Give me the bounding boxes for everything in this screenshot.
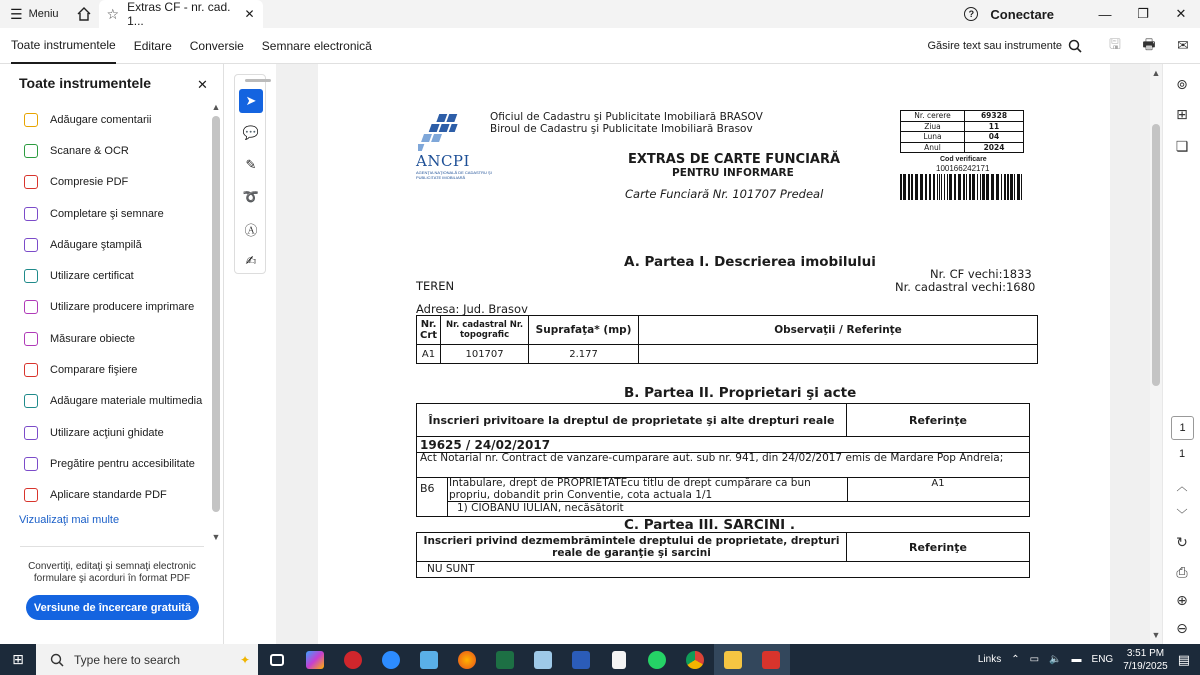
barcode-bar	[915, 174, 918, 200]
barcode-bar	[1007, 174, 1009, 200]
property-table	[416, 315, 1038, 364]
guided-actions-icon	[24, 426, 38, 440]
tool-item-label: Adăugare ştampilă	[50, 238, 142, 251]
barcode-bar	[980, 174, 981, 200]
view-more-link[interactable]: Vizualizaţi mai multe	[19, 514, 120, 526]
tab-all-tools[interactable]: Toate instrumentele	[11, 28, 116, 64]
close-window-icon[interactable]: ✕	[1175, 6, 1187, 21]
tool-item-label: Scanare & OCR	[50, 144, 129, 157]
office-line-1: Oficiul de Cadastru şi Publicitate Imobiliară BRASOV	[490, 111, 763, 123]
tool-item[interactable]	[0, 260, 210, 291]
minimize-icon[interactable]: —	[1098, 6, 1112, 22]
clock-time: 3:51 PM	[1126, 647, 1165, 659]
tools-list	[0, 104, 210, 511]
barcode-bar	[982, 174, 985, 200]
barcode-bar	[1017, 174, 1020, 200]
encumbrances-header-right: Referinţe	[847, 533, 1029, 562]
tool-item-label: Aplicare standarde PDF	[50, 489, 167, 502]
part3-title: C. Partea III. SARCINI .	[624, 517, 795, 533]
zoom-out-icon[interactable]: ⊖	[1176, 620, 1188, 636]
office-line-2: Biroul de Cadastru şi Publicitate Imobiliară Brasov	[490, 123, 753, 135]
barcode-bar	[949, 174, 952, 200]
encumbrances-none: NU SUNT	[427, 563, 475, 575]
cell-cadastral: 101707	[441, 345, 529, 364]
drag-handle[interactable]	[245, 79, 271, 82]
find-label: Găsire text sau instrumente	[927, 39, 1062, 52]
cf-number: Carte Funciară Nr. 101707 Predeal	[625, 187, 824, 201]
scroll-down-icon[interactable]: ▼	[211, 532, 221, 542]
restore-icon[interactable]: ❐	[1137, 6, 1149, 21]
email-icon[interactable]: ✉	[1177, 37, 1189, 53]
request-value: 2024	[965, 142, 1024, 153]
barcode-bar	[986, 174, 989, 200]
request-key: Ziua	[901, 121, 965, 132]
whatsapp-icon[interactable]	[638, 644, 676, 675]
barcode-bar	[1010, 174, 1013, 200]
firefox-icon[interactable]	[448, 644, 486, 675]
tool-item[interactable]	[0, 292, 210, 323]
barcode-bar	[972, 174, 975, 200]
battery-icon[interactable]: ▬	[1071, 654, 1082, 665]
draw-freehand-icon[interactable]: ➰	[242, 189, 260, 204]
ancpi-logo	[418, 112, 466, 152]
accessibility-icon	[24, 457, 38, 471]
chrome-icon[interactable]	[676, 644, 714, 675]
star-icon[interactable]: ☆	[106, 5, 120, 22]
document-tab[interactable]	[99, 0, 263, 28]
panel-title: Toate instrumentele	[19, 75, 151, 91]
pdf-standards-icon	[24, 488, 38, 502]
page-total: 1	[1178, 448, 1186, 460]
tool-item-label: Completare şi semnare	[50, 207, 164, 220]
network-icon[interactable]: ▭	[1029, 654, 1040, 665]
scan-icon	[24, 144, 38, 158]
scroll-thumb[interactable]	[212, 116, 220, 512]
excel-icon[interactable]	[486, 644, 524, 675]
owners-table	[416, 403, 1030, 517]
bookmark-icon[interactable]: ⊞	[1176, 106, 1188, 122]
barcode-bar	[1014, 174, 1015, 200]
request-value: 04	[965, 132, 1024, 143]
barcode-bar	[963, 174, 965, 200]
ancpi-logo-subtext: AGENŢIA NAŢIONALĂ DE CADASTRU ŞI PUBLICITATE IMOBILIARĂ	[416, 170, 492, 180]
search-icon	[1068, 39, 1082, 53]
lang-indicator[interactable]: ENG	[1091, 654, 1114, 665]
barcode-bar	[911, 174, 913, 200]
stamp-icon	[24, 238, 38, 252]
barcode-bar	[925, 174, 927, 200]
old-cadastral-number: Nr. cadastral vechi:1680	[895, 280, 1036, 294]
tool-item[interactable]	[0, 448, 210, 479]
col-observations: Observaţii / Referinţe	[639, 316, 1038, 345]
barcode-bar	[900, 174, 902, 200]
owners-header-left: Înscrieri privitoare la dreptul de proprietate şi alte drepturi reale	[417, 404, 847, 437]
tool-item[interactable]	[0, 480, 210, 511]
save-icon[interactable]: 🖫	[1109, 35, 1121, 52]
entry-text: Intabulare, drept de PROPRIETATEcu titlu de drept cumpărare ca bun propriu, dobandit prin Conventie, cota actuala 1/1	[449, 477, 811, 501]
tool-item-label: Pregătire pentru accesibilitate	[50, 457, 195, 470]
col-nr-crt: Nr. Crt	[417, 316, 441, 345]
notes-app-icon[interactable]	[524, 644, 562, 675]
request-value: 69328	[965, 111, 1024, 122]
document-tab-title: Extras CF - nr. cad. 1...	[127, 0, 231, 28]
verification-label: Cod verificare	[940, 156, 987, 163]
tool-item[interactable]	[0, 104, 210, 135]
print-production-icon	[24, 300, 38, 314]
ai-assistant-icon[interactable]: ⊚	[1176, 76, 1188, 92]
zoom-app-icon[interactable]	[372, 644, 410, 675]
right-rail	[1162, 64, 1200, 644]
pages-icon[interactable]: ❏	[1175, 138, 1189, 154]
property-address: Adresa: Jud. Brasov	[416, 302, 528, 316]
multimedia-icon	[24, 394, 38, 408]
copilot-sparkle-icon: ✦	[239, 652, 250, 667]
tool-item-label: Adăugare materiale multimedia	[50, 395, 203, 408]
find-tools-search[interactable]	[927, 39, 1082, 53]
document-title: EXTRAS DE CARTE FUNCIARĂ	[628, 152, 841, 167]
windows-taskbar	[0, 644, 1200, 675]
tool-item[interactable]	[0, 323, 210, 354]
old-cf-number: Nr. CF vechi:1833	[930, 267, 1032, 281]
page-fit-icon[interactable]: ⎙	[1176, 564, 1188, 580]
task-view-icon[interactable]	[258, 644, 296, 675]
file-explorer-icon[interactable]	[714, 644, 752, 675]
tab-edit[interactable]: Editare	[133, 38, 172, 53]
tab-convert[interactable]: Conversie	[189, 38, 244, 53]
part2-title: B. Partea II. Proprietari şi acte	[624, 385, 857, 401]
add-comment-icon[interactable]: 💬	[242, 125, 260, 140]
menu-button[interactable]	[0, 0, 69, 28]
compare-icon	[24, 363, 38, 377]
text-box-icon[interactable]: Ⓐ	[244, 222, 258, 238]
cell-nr-crt: A1	[417, 345, 441, 364]
previous-page-icon[interactable]: ︿	[1176, 481, 1188, 493]
act-text: Act Notarial nr. Contract de vanzare-cumparare aut. sub nr. 941, din 24/02/2017 emis de Mardare Pop Andreia;	[420, 452, 1004, 464]
acrobat-taskbar-icon[interactable]	[752, 644, 790, 675]
main-toolbar	[0, 28, 1200, 64]
copilot-app-icon[interactable]	[296, 644, 334, 675]
owners-header-right: Referinţe	[847, 404, 1029, 437]
barcode-bar	[996, 174, 999, 200]
tool-item-label: Utilizare acţiuni ghidate	[50, 426, 164, 439]
barcode-bar	[954, 174, 956, 200]
print-icon[interactable]: 🖶	[1142, 35, 1156, 52]
tool-item[interactable]	[0, 229, 210, 260]
barcode-bar	[903, 174, 906, 200]
tool-item[interactable]	[0, 167, 210, 198]
highlight-pen-icon[interactable]: ✎	[245, 157, 257, 172]
comment-icon	[24, 113, 38, 127]
quick-tools-bar	[226, 64, 276, 644]
pdf-page	[318, 64, 1110, 644]
barcode-bar	[929, 174, 931, 200]
tool-item[interactable]	[0, 135, 210, 166]
tool-item-label: Compresie PDF	[50, 176, 129, 189]
tray-overflow-icon[interactable]: ⌃	[1011, 654, 1020, 665]
windows-start-icon[interactable]: ⊞	[12, 651, 24, 667]
remote-desktop-icon[interactable]	[410, 644, 448, 675]
tool-item[interactable]	[0, 417, 210, 448]
barcode-bar	[966, 174, 967, 200]
tool-item-label: Utilizare certificat	[50, 270, 134, 283]
notifications-icon[interactable]: ▤	[1177, 651, 1190, 667]
rotate-icon[interactable]: ↻	[1176, 534, 1188, 550]
word-icon[interactable]	[562, 644, 600, 675]
title-bar	[0, 0, 1200, 28]
barcode-bar	[991, 174, 994, 200]
tab-e-sign[interactable]: Semnare electronică	[261, 38, 372, 53]
barcode-bar	[958, 174, 961, 200]
fill-sign-icon[interactable]: ✍	[245, 253, 257, 268]
tool-item[interactable]	[0, 354, 210, 385]
barcode-bar	[977, 174, 978, 200]
volume-icon[interactable]: 🔈	[1049, 654, 1062, 665]
cell-surface: 2.177	[529, 345, 639, 364]
document-viewport[interactable]	[276, 64, 1150, 644]
request-value: 11	[965, 121, 1024, 132]
barcode-bar	[908, 174, 910, 200]
barcode-bar	[944, 174, 945, 200]
tool-item-label: Utilizare producere imprimare	[50, 301, 195, 314]
system-tray	[978, 647, 1200, 673]
barcode-bar	[933, 174, 935, 200]
barcode-bar	[1021, 174, 1022, 200]
encumbrances-header-left: Inscrieri privind dezmembrămintele dreptului de proprietate, drepturi reale de garanţie şi sarcini	[417, 533, 847, 562]
entry-id: B6	[420, 482, 435, 495]
scroll-up-icon[interactable]: ▲	[1151, 68, 1161, 78]
zoom-in-icon[interactable]: ⊕	[1176, 592, 1188, 608]
barcode-bar	[937, 174, 938, 200]
verification-code: 100166242171	[936, 164, 990, 173]
links-toolbar[interactable]: Links	[977, 654, 1002, 665]
file-icon[interactable]	[600, 644, 638, 675]
taskbar-search-placeholder: Type here to search	[74, 652, 181, 667]
entry-reference: A1	[931, 478, 945, 489]
home-icon[interactable]	[69, 0, 99, 28]
request-table	[900, 110, 1024, 153]
promo-text: Convertiţi, editaţi şi semnaţi electronic formulare şi acorduri în format PDF	[20, 546, 204, 585]
scroll-thumb[interactable]	[1152, 124, 1160, 386]
free-trial-button[interactable]: Versiune de încercare gratuită	[26, 595, 199, 620]
tool-item-label: Adăugare comentarii	[50, 113, 152, 126]
clock-date: 7/19/2025	[1123, 660, 1168, 672]
document-subtitle: PENTRU INFORMARE	[672, 167, 794, 179]
tool-item[interactable]	[0, 198, 210, 229]
part1-title: A. Partea I. Descrierea imobilului	[624, 254, 876, 270]
tool-item-label: Măsurare obiecte	[50, 332, 135, 345]
encumbrances-table	[416, 532, 1030, 578]
page-number-input[interactable]: 1	[1171, 416, 1194, 440]
barcode-bar	[1004, 174, 1006, 200]
hamburger-icon: ☰	[10, 5, 23, 22]
barcode-bar	[939, 174, 940, 200]
act-id: 19625 / 24/02/2017	[420, 438, 551, 452]
sign-in-button[interactable]: Conectare	[990, 6, 1054, 22]
taskbar-search-box[interactable]	[36, 644, 258, 675]
select-cursor-icon[interactable]: ➤	[239, 89, 263, 113]
scroll-up-icon[interactable]: ▲	[211, 102, 221, 112]
ancpi-logo-text: ANCPI	[416, 152, 470, 170]
search-icon	[50, 653, 64, 667]
tool-item-label: Comparare fişiere	[50, 364, 138, 377]
office-app-icon[interactable]	[334, 644, 372, 675]
barcode-bar	[941, 174, 942, 200]
clock[interactable]	[1123, 647, 1168, 673]
barcode-bar	[920, 174, 923, 200]
barcode-bar	[1001, 174, 1002, 200]
barcode-bar	[969, 174, 971, 200]
barcode	[900, 174, 1024, 200]
request-key: Nr. cerere	[901, 111, 965, 122]
compress-icon	[24, 175, 38, 189]
property-type: TEREN	[416, 279, 455, 293]
panel-scrollbar[interactable]	[210, 102, 222, 544]
help-icon[interactable]: ?	[964, 7, 978, 21]
request-key: Anul	[901, 142, 965, 153]
menu-label: Meniu	[28, 8, 59, 20]
ruler-icon	[24, 332, 38, 346]
scroll-down-icon[interactable]: ▼	[1151, 630, 1161, 640]
col-surface: Suprafaţa* (mp)	[529, 316, 639, 345]
close-panel-icon[interactable]: ✕	[197, 77, 208, 92]
cell-observations	[639, 345, 1038, 364]
document-scrollbar[interactable]	[1150, 64, 1162, 644]
close-tab-icon[interactable]: ✕	[244, 7, 255, 21]
sign-icon	[24, 207, 38, 221]
request-key: Luna	[901, 132, 965, 143]
tool-item[interactable]	[0, 386, 210, 417]
col-cadastral: Nr. cadastral Nr. topografic	[441, 316, 529, 345]
barcode-bar	[947, 174, 948, 200]
certificate-icon	[24, 269, 38, 283]
all-tools-panel	[0, 64, 224, 644]
owner-name: 1) CIOBANU IULIAN, necăsătorit	[457, 502, 624, 514]
next-page-icon[interactable]: ﹀	[1176, 509, 1188, 521]
